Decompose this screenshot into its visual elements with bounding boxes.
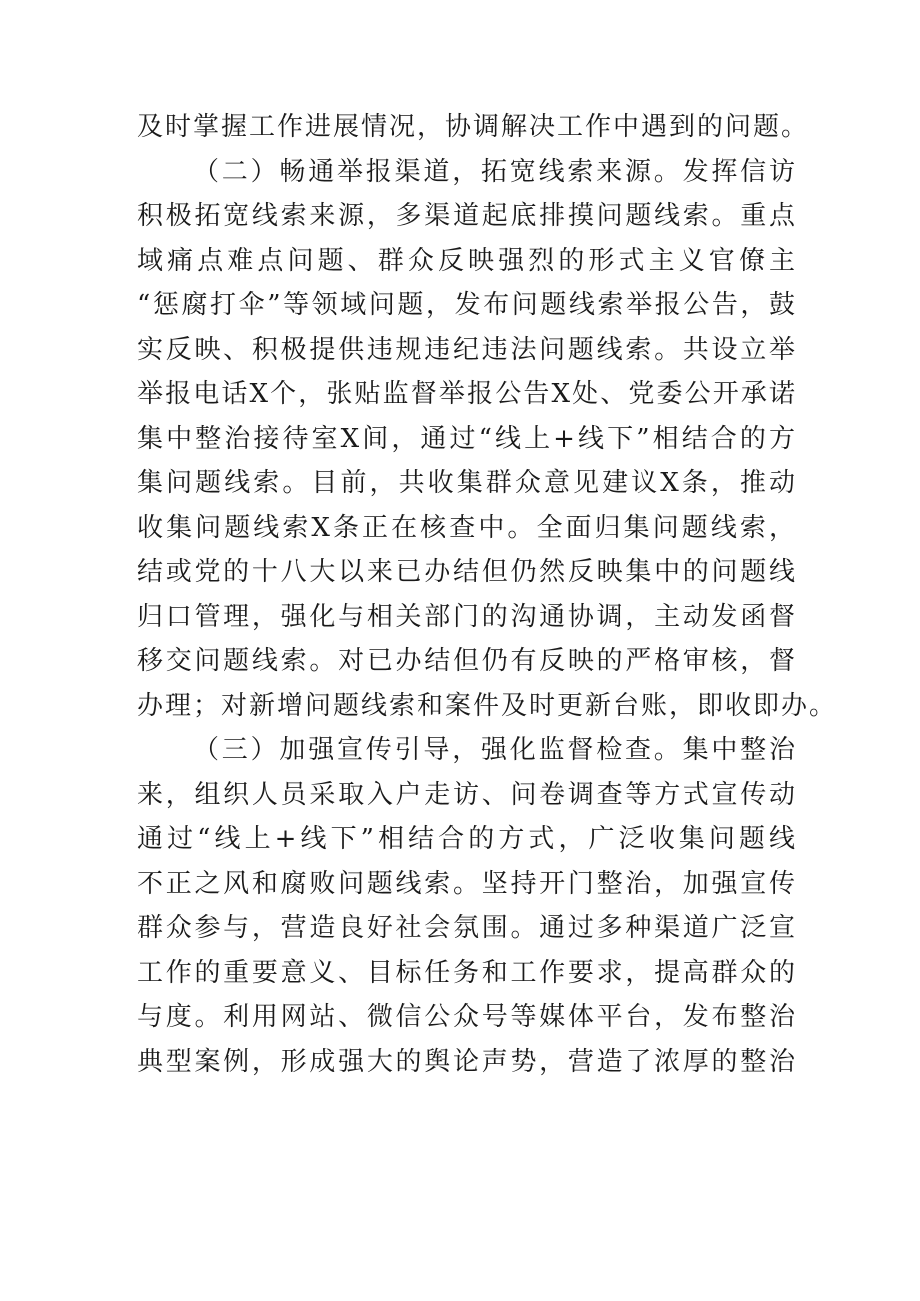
text-line: 收集问题线索X条正在核查中。全面归集问题线索， [137,512,797,543]
text-line: 通过“线上+线下”相结合的方式，广泛收集问题线 [137,824,797,854]
text-line: 集中整治接待室X间，通过“线上+线下”相结合的方 [137,423,797,454]
text-line: 不正之风和腐败问题线索。坚持开门整治，加强宣传 [137,868,797,899]
text-line: 与度。利用网站、微信公众号等媒体平台，发布整治 [137,1002,797,1032]
text-line: 归口管理，强化与相关部门的沟通协调，主动发函督 [137,601,797,632]
text-line: 办理；对新增问题线索和案件及时更新台账，即收即办。 [137,690,838,721]
text-line: 来，组织人员采取入户走访、问卷调查等方式宣传动 [137,779,797,810]
text-line: 群众参与，营造良好社会氛围。通过多种渠道广泛宣 [137,913,797,943]
text-line: 域痛点难点问题、群众反映强烈的形式主义官僚主 [137,245,797,276]
section-heading-line: （二）畅通举报渠道，拓宽线索来源。发挥信访 [193,156,797,187]
text-line: 结或党的十八大以来已办结但仍然反映集中的问题线 [137,557,797,587]
text-line: 积极拓宽线索来源，多渠道起底排摸问题线索。重点 [137,201,797,231]
text-line: 及时掌握工作进展情况，协调解决工作中遇到的问题。 [137,112,810,142]
section-heading-line: （三）加强宣传引导，强化监督检查。集中整治 [193,735,797,765]
text-line: 举报电话X个，张贴监督举报公告X处、党委公开承诺 [137,379,797,409]
text-line: 工作的重要意义、目标任务和工作要求，提高群众的 [137,957,797,988]
text-line: 实反映、积极提供违规违纪违法问题线索。共设立举 [137,334,797,365]
text-line: 集问题线索。目前，共收集群众意见建议X条，推动 [137,468,797,498]
text-line: “惩腐打伞”等领域问题，发布问题线索举报公告，鼓 [137,290,797,320]
text-line: 典型案例，形成强大的舆论声势，营造了浓厚的整治 [137,1046,797,1077]
text-line: 移交问题线索。对已办结但仍有反映的严格审核，督 [137,646,797,676]
body-text [137,105,838,1084]
